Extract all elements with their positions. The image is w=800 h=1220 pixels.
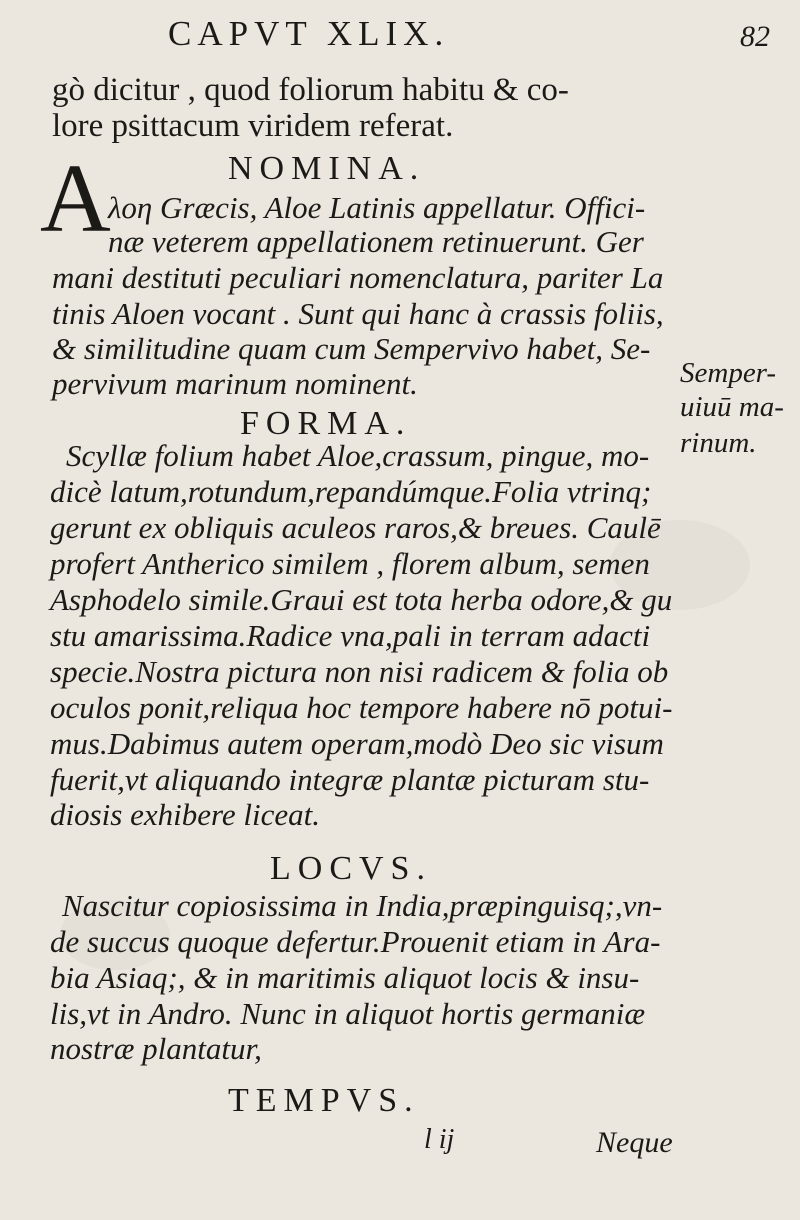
running-head: CAPVT XLIX.	[168, 14, 450, 53]
section-line: λοη Græcis, Aloe Latinis appellatur. Offici-	[108, 190, 646, 225]
margin-note: rinum.	[680, 427, 757, 459]
folio-number: 82	[740, 20, 770, 53]
section-line: dicè latum,rotundum,repandúmque.Folia vtrinq;	[50, 474, 652, 509]
section-line: bia Asiaq;, & in maritimis aliquot locis & insu-	[50, 960, 640, 995]
section-line: de succus quoque defertur.Prouenit etiam in Ara-	[50, 924, 661, 959]
section-line: & similitudine quam cum Sempervivo habet, Se-	[52, 331, 651, 366]
signature-mark: l ij	[424, 1124, 455, 1155]
section-line: specie.Nostra pictura non nisi radicem & folia ob	[50, 654, 669, 689]
section-line: diosis exhibere liceat.	[50, 797, 321, 832]
body-line: lore psittacum viridem referat.	[52, 108, 454, 144]
body-line: gò dicitur , quod foliorum habitu & co-	[52, 72, 569, 108]
margin-note: Semper-	[680, 357, 777, 389]
section-line: næ veterem appellationem retinuerunt. Ger	[108, 224, 644, 259]
section-line: nostræ plantatur,	[50, 1031, 262, 1066]
section-line: pervivum marinum nominent.	[52, 366, 418, 401]
margin-note: uiuū ma-	[680, 391, 784, 423]
section-line: lis,vt in Andro. Nunc in aliquot hortis germaniæ	[50, 996, 646, 1031]
section-heading-tempvs: TEMPVS.	[228, 1082, 420, 1119]
catchword: Neque	[596, 1126, 673, 1159]
section-line: mani destituti peculiari nomenclatura, pariter La	[52, 260, 664, 295]
section-line: mus.Dabimus autem operam,modò Deo sic visum	[50, 726, 664, 761]
section-line: Nascitur copiosissima in India,præpinguisq;,vn-	[62, 888, 663, 923]
section-line: stu amarissima.Radice vna,pali in terram adacti	[50, 618, 651, 653]
section-heading-locvs: LOCVS.	[270, 850, 432, 887]
section-line: Asphodelo simile.Graui est tota herba odore,& gu	[50, 582, 673, 617]
section-line: oculos ponit,reliqua hoc tempore habere nō potui-	[50, 690, 673, 725]
section-heading-nomina: NOMINA.	[228, 150, 426, 187]
section-line: tinis Aloen vocant . Sunt qui hanc à crassis foliis,	[52, 296, 664, 331]
section-line: gerunt ex obliquis aculeos raros,& breues. Caulē	[50, 510, 661, 545]
section-line: profert Antherico similem , florem album, semen	[50, 546, 650, 581]
drop-cap: A	[40, 145, 111, 253]
section-heading-forma: FORMA.	[240, 405, 412, 442]
section-line: Scyllæ folium habet Aloe,crassum, pingue, mo-	[66, 438, 650, 473]
section-line: fuerit,vt aliquando integræ plantæ picturam stu-	[50, 762, 650, 797]
